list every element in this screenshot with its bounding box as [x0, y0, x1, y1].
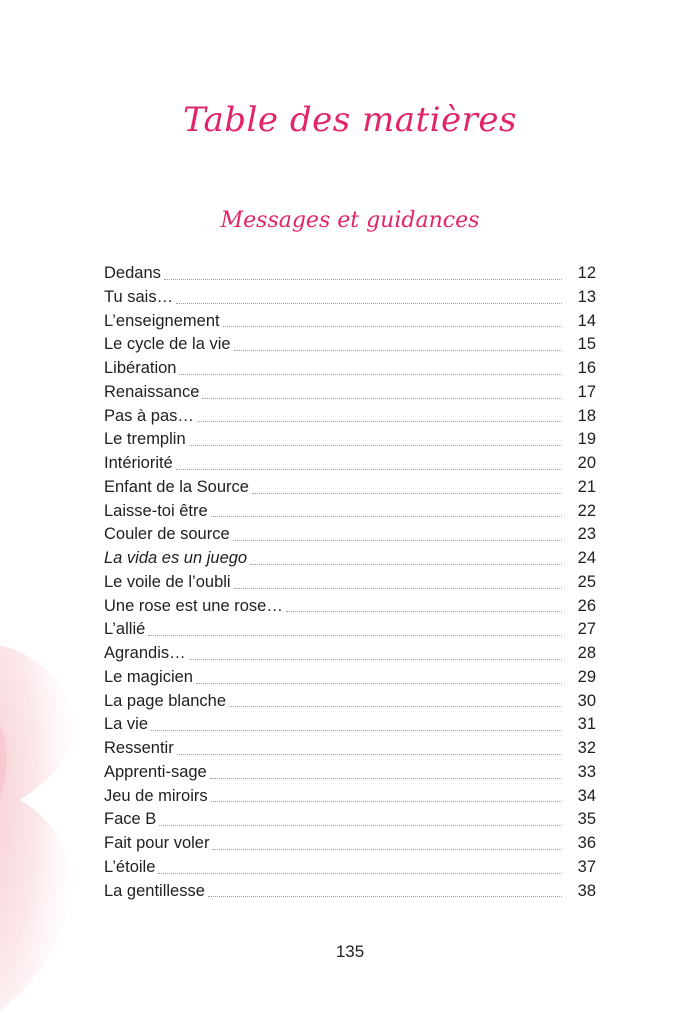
toc-entry[interactable]	[104, 523, 596, 547]
dot-leader	[179, 373, 562, 375]
toc-entry-title: L’allié	[104, 620, 146, 639]
toc-entry[interactable]	[104, 595, 596, 619]
toc-entry-title: Le voile de l’oubli	[104, 572, 231, 591]
toc-entry[interactable]	[104, 785, 596, 809]
toc-entry-page: 22	[577, 501, 596, 520]
toc-entry-page: 19	[577, 430, 596, 449]
section-title: Messages et guidances	[220, 208, 480, 233]
dot-leader	[223, 325, 562, 327]
dot-leader	[211, 515, 562, 517]
dot-leader	[233, 539, 562, 541]
toc-entry[interactable]	[104, 832, 596, 856]
toc-entry-page: 34	[577, 786, 596, 805]
dot-leader	[177, 753, 562, 755]
dot-leader	[286, 610, 562, 612]
toc-entry[interactable]	[104, 737, 596, 761]
page-number: 135	[335, 942, 365, 961]
dot-leader	[212, 848, 562, 850]
toc-entry-title: Une rose est une rose…	[104, 596, 283, 615]
toc-entry-page: 38	[577, 881, 596, 900]
dot-leader	[176, 468, 562, 470]
dot-leader	[211, 800, 562, 802]
toc-entry-page: 29	[577, 667, 596, 686]
toc-entry-title: Enfant de la Source	[104, 477, 249, 496]
table-of-contents	[104, 262, 596, 903]
dot-leader	[159, 824, 562, 826]
toc-entry-title: Dedans	[104, 264, 161, 282]
toc-entry-page: 31	[577, 715, 596, 734]
toc-entry[interactable]	[104, 547, 596, 571]
toc-entry-page: 28	[577, 644, 596, 662]
toc-entry-page: 16	[577, 359, 596, 377]
toc-entry-page: 33	[577, 762, 596, 781]
toc-entry-title: La gentillesse	[104, 881, 205, 900]
toc-entry-page: 14	[577, 311, 596, 330]
toc-entry[interactable]	[104, 642, 596, 666]
dot-leader	[229, 705, 562, 707]
dot-leader	[208, 895, 562, 897]
toc-entry-page: 25	[577, 572, 596, 591]
dot-leader	[252, 492, 562, 494]
toc-entry-page: 12	[577, 264, 596, 282]
dot-leader	[158, 872, 562, 874]
toc-entry-page: 27	[577, 620, 596, 639]
dot-leader	[148, 634, 562, 636]
toc-entry[interactable]	[104, 856, 596, 880]
dot-leader	[202, 397, 562, 399]
toc-entry[interactable]	[104, 666, 596, 690]
toc-entry-title: Jeu de miroirs	[104, 786, 208, 805]
toc-entry-title: Intériorité	[104, 454, 173, 472]
toc-entry[interactable]	[104, 618, 596, 642]
rose-petal-decoration	[0, 630, 100, 1030]
toc-entry-page: 20	[577, 454, 596, 472]
toc-entry-title: L’enseignement	[104, 311, 220, 330]
dot-leader	[164, 278, 562, 280]
toc-entry-title: Pas à pas…	[104, 406, 194, 425]
toc-entry-page: 36	[577, 834, 596, 852]
toc-entry[interactable]	[104, 880, 596, 904]
dot-leader	[189, 444, 562, 446]
toc-entry-page: 23	[577, 525, 596, 544]
dot-leader	[176, 302, 562, 304]
toc-entry[interactable]	[104, 571, 596, 595]
toc-entry-title: Ressentir	[104, 739, 174, 757]
toc-entry[interactable]	[104, 357, 596, 381]
toc-entry-title: Laisse-toi être	[104, 501, 208, 520]
dot-leader	[250, 563, 562, 565]
toc-entry[interactable]	[104, 500, 596, 524]
toc-entry-title: Fait pour voler	[104, 834, 210, 852]
toc-entry-title: Libération	[104, 359, 177, 377]
toc-entry-page: 17	[577, 382, 596, 401]
dot-leader	[197, 420, 562, 422]
toc-entry-title: Le cycle de la vie	[104, 335, 231, 354]
toc-entry-title: Le magicien	[104, 667, 193, 686]
toc-entry[interactable]	[104, 428, 596, 452]
toc-entry-page: 21	[577, 477, 596, 496]
dot-leader	[210, 777, 562, 779]
toc-entry-title: La page blanche	[104, 691, 227, 710]
toc-entry-page: 30	[577, 691, 596, 710]
toc-entry-page: 24	[577, 549, 596, 567]
dot-leader	[189, 658, 562, 660]
toc-entry[interactable]	[104, 310, 596, 334]
toc-entry[interactable]	[104, 286, 596, 310]
toc-entry[interactable]	[104, 713, 596, 737]
toc-entry-title: Couler de source	[104, 525, 230, 544]
toc-entry[interactable]	[104, 262, 596, 286]
dot-leader	[151, 729, 562, 731]
toc-entry-page: 37	[577, 857, 596, 876]
toc-entry-page: 13	[577, 287, 596, 306]
toc-entry[interactable]	[104, 405, 596, 429]
toc-entry-title: Le tremplin	[104, 430, 186, 449]
toc-entry[interactable]	[104, 808, 596, 832]
toc-entry[interactable]	[104, 452, 596, 476]
toc-entry-title: Face B	[104, 810, 157, 829]
toc-entry-title: Agrandis…	[104, 644, 186, 662]
dot-leader	[234, 349, 562, 351]
toc-entry-page: 35	[577, 810, 596, 829]
toc-entry-title: Tu sais…	[104, 287, 174, 306]
toc-entry-title: La vida es un juego	[104, 549, 248, 567]
toc-entry-title: Apprenti-sage	[104, 762, 207, 781]
toc-entry-page: 18	[577, 406, 596, 425]
toc-entry[interactable]	[104, 381, 596, 405]
toc-entry-page: 15	[577, 335, 596, 354]
toc-entry[interactable]	[104, 476, 596, 500]
toc-entry-title: La vie	[104, 715, 149, 734]
page-title: Table des matières	[182, 100, 517, 140]
dot-leader	[196, 682, 562, 684]
toc-entry-title: L’étoile	[104, 857, 156, 876]
toc-entry-page: 26	[577, 596, 596, 615]
dot-leader	[234, 587, 562, 589]
toc-entry[interactable]	[104, 690, 596, 714]
toc-entry-page: 32	[577, 739, 596, 757]
toc-entry[interactable]	[104, 761, 596, 785]
toc-entry-title: Renaissance	[104, 382, 200, 401]
toc-entry[interactable]	[104, 333, 596, 357]
